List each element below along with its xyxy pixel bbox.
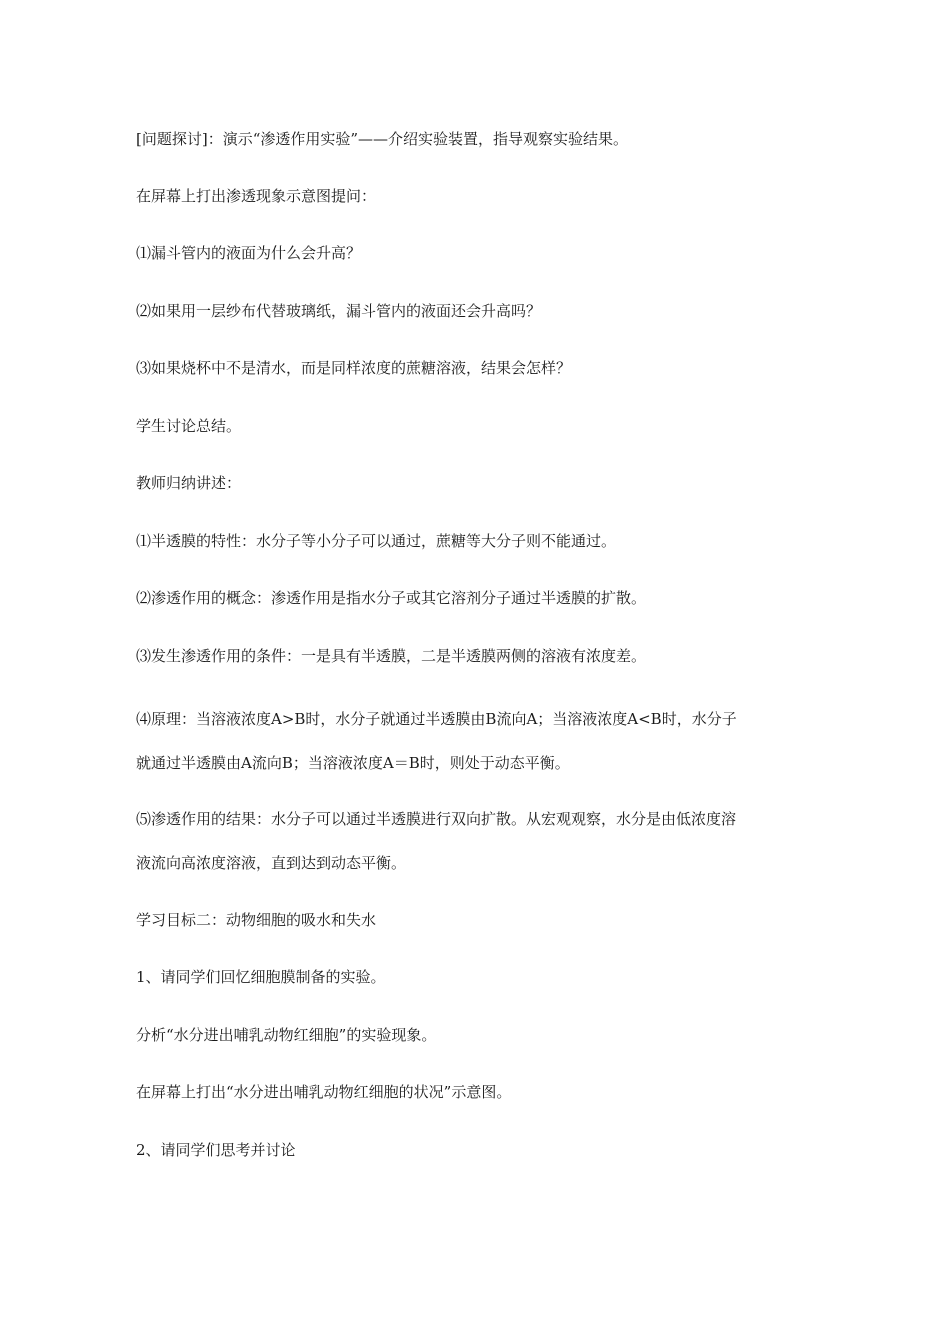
paragraph-point-3 <box>136 634 826 678</box>
paragraph-question-2 <box>136 289 826 333</box>
paragraph-teacher-summary <box>136 461 826 505</box>
text-line: 教师归纳讲述： <box>136 474 242 492</box>
paragraph-screen-prompt <box>136 174 826 218</box>
text-line: ⑷原理：当溶液浓度A>B时，水分子就通过半透膜由B流向A；当溶液浓度A<B时，水分子 <box>136 710 737 728</box>
text-line: 在屏幕上打出“水分进出哺乳动物红细胞的状况”示意图。 <box>136 1083 512 1101</box>
text-line: ⑸渗透作用的结果：水分子可以通过半透膜进行双向扩散。从宏观观察，水分是由低浓度溶 <box>136 810 737 828</box>
text-line: ⑵如果用一层纱布代替玻璃纸，漏斗管内的液面还会升高吗？ <box>136 302 542 320</box>
paragraph-objective-two <box>136 898 826 942</box>
text-line: ⑶如果烧杯中不是清水，而是同样浓度的蔗糖溶液，结果会怎样？ <box>136 359 572 377</box>
paragraph-step-2 <box>136 1128 826 1172</box>
text-line: 分析“水分进出哺乳动物红细胞”的实验现象。 <box>136 1026 437 1044</box>
text-line: ⑴半透膜的特性：水分子等小分子可以通过，蔗糖等大分子则不能通过。 <box>136 532 617 550</box>
text-line: 液流向高浓度溶液，直到达到动态平衡。 <box>136 854 407 872</box>
text-line: 1、请同学们回忆细胞膜制备的实验。 <box>136 968 386 986</box>
paragraph-point-4 <box>136 697 826 785</box>
paragraph-question-1 <box>136 231 826 275</box>
text-line: 学生讨论总结。 <box>136 417 242 435</box>
paragraph-screen-diagram <box>136 1070 826 1114</box>
paragraph-point-1 <box>136 519 826 563</box>
text-line: ⑶发生渗透作用的条件：一是具有半透膜，二是半透膜两侧的溶液有浓度差。 <box>136 647 647 665</box>
text-line: 就通过半透膜由A流向B；当溶液浓度A＝B时，则处于动态平衡。 <box>136 754 570 772</box>
paragraph-point-5 <box>136 797 826 885</box>
text-line: 学习目标二：动物细胞的吸水和失水 <box>136 911 377 929</box>
text-line: 在屏幕上打出渗透现象示意图提问： <box>136 187 377 205</box>
text-line: ⑴漏斗管内的液面为什么会升高？ <box>136 244 362 262</box>
text-line: 2、请同学们思考并讨论 <box>136 1141 296 1159</box>
paragraph-point-2 <box>136 576 826 620</box>
paragraph-step-1 <box>136 955 826 999</box>
text-line: ⑵渗透作用的概念：渗透作用是指水分子或其它溶剂分子通过半透膜的扩散。 <box>136 589 647 607</box>
paragraph-question-3 <box>136 346 826 390</box>
text-line: [问题探讨]：演示“渗透作用实验”——介绍实验装置，指导观察实验结果。 <box>136 130 629 148</box>
paragraph-student-discussion <box>136 404 826 448</box>
paragraph-analysis <box>136 1013 826 1057</box>
paragraph-question-intro <box>136 117 826 161</box>
